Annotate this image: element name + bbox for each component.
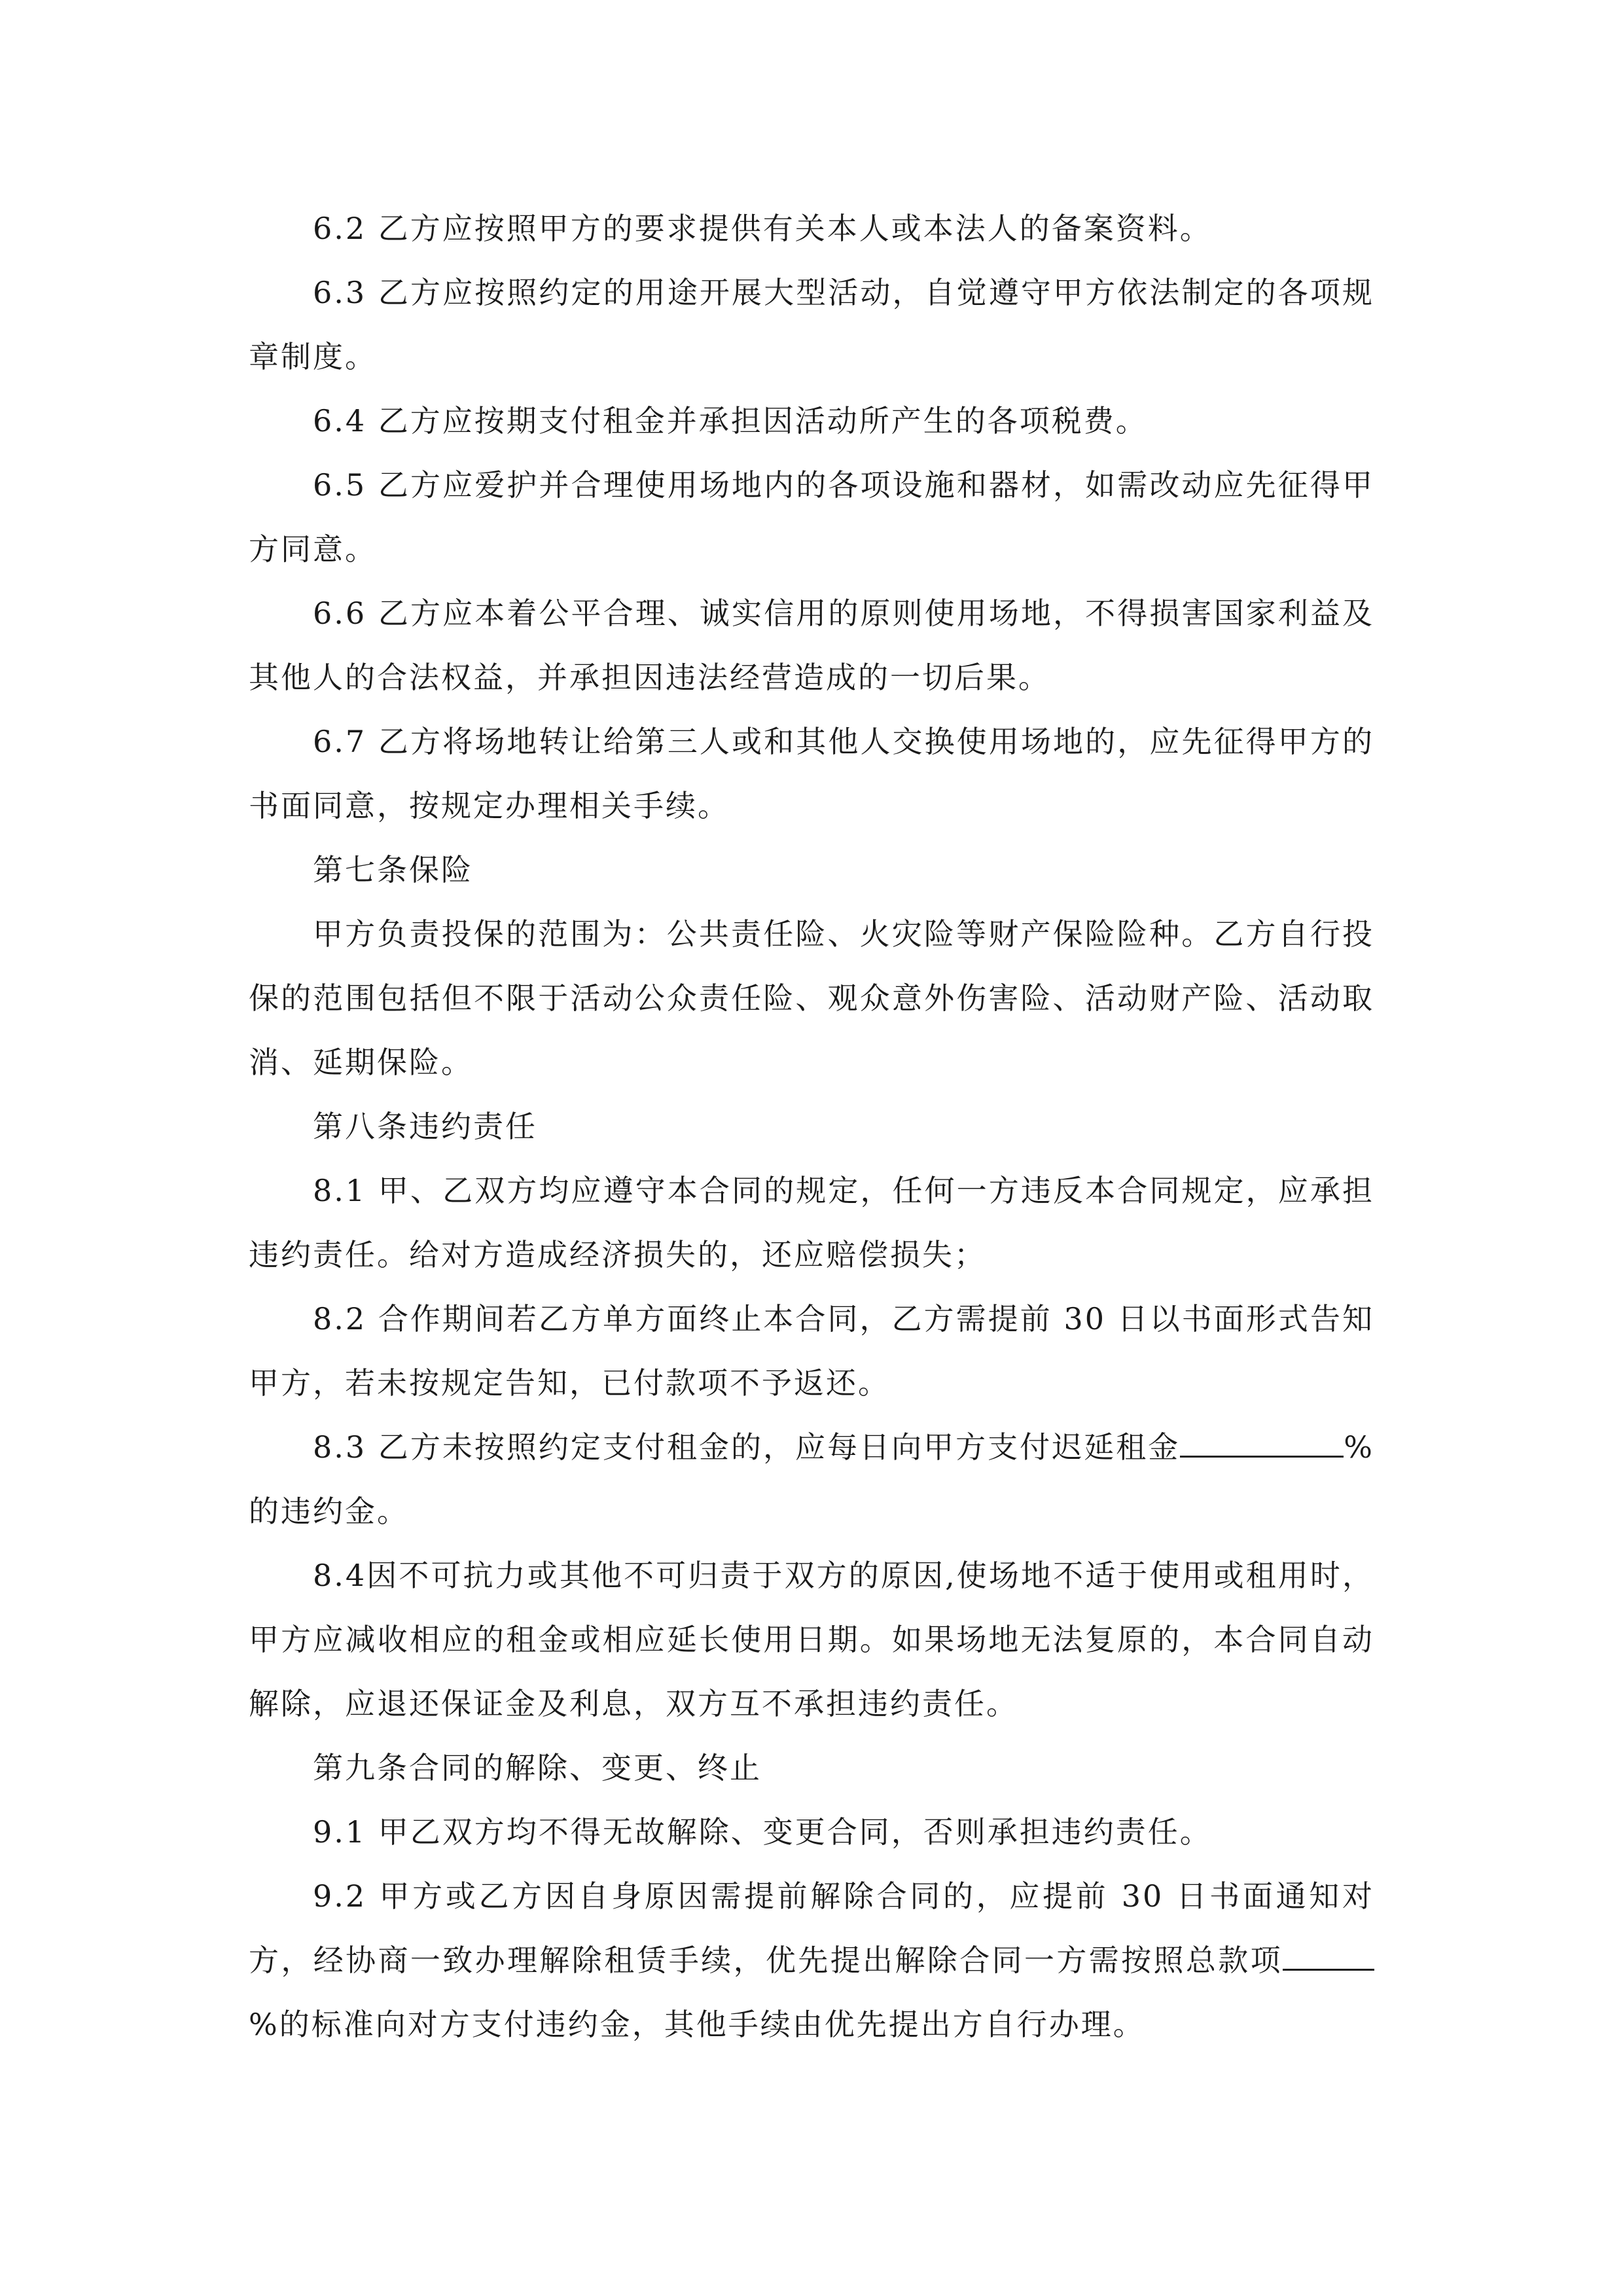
clause-6-2: 6.2 乙方应按照甲方的要求提供有关本人或本法人的备案资料。 <box>313 211 1212 246</box>
clause-6-7: 6.7 乙方将场地转让给第三人或和其他人交换使用场地的，应先征得甲方的书面同意，按规定办理相关手续。 <box>249 724 1374 823</box>
clause-8-1: 8.1 甲、乙双方均应遵守本合同的规定，任何一方违反本合同规定，应承担违约责任。给对方造成经济损失的，还应赔偿损失； <box>249 1173 1374 1272</box>
article-7-body: 甲方负责投保的范围为：公共责任险、火灾险等财产保险险种。乙方自行投保的范围包括但不限于活动公众责任险、观众意外伤害险、活动财产险、活动取消、延期保险。 <box>249 916 1374 1080</box>
clause-6-4: 6.4 乙方应按期支付租金并承担因活动所产生的各项税费。 <box>313 403 1148 439</box>
clause-8-3 <box>249 1415 1374 1543</box>
clause-6-3: 6.3 乙方应按照约定的用途开展大型活动，自觉遵守甲方依法制定的各项规章制度。 <box>249 275 1374 374</box>
clause-6-5: 6.5 乙方应爱护并合理使用场地内的各项设施和器材，如需改动应先征得甲方同意。 <box>249 467 1374 567</box>
article-8-heading: 第八条违约责任 <box>313 1109 537 1144</box>
clause-6-6: 6.6 乙方应本着公平合理、诚实信用的原则使用场地，不得损害国家利益及其他人的合法权益，并承担因违法经营造成的一切后果。 <box>249 596 1374 695</box>
clause-9-1: 9.1 甲乙双方均不得无故解除、变更合同，否则承担违约责任。 <box>313 1814 1212 1850</box>
penalty-rate-blank <box>1283 1969 1374 1971</box>
article-9-heading: 第九条合同的解除、变更、终止 <box>313 1750 762 1785</box>
late-rent-rate-blank <box>1180 1456 1344 1458</box>
clause-8-3-text-after: %的违约金。 <box>249 1429 1374 1529</box>
clause-9-2-text-before: 9.2 甲方或乙方因自身原因需提前解除合同的，应提前 30 日书面通知对方，经协商一致办理解除租赁手续，优先提出解除合同一方需按照总款项 <box>249 1878 1374 1978</box>
clause-8-2: 8.2 合作期间若乙方单方面终止本合同，乙方需提前 30 日以书面形式告知甲方，若未按规定告知，已付款项不予返还。 <box>249 1301 1374 1401</box>
clause-8-3-text-before: 8.3 乙方未按照约定支付租金的，应每日向甲方支付迟延租金 <box>313 1429 1181 1465</box>
clause-8-4: 8.4因不可抗力或其他不可归责于双方的原因,使场地不适于使用或租用时，甲方应减收相应的租金或相应延长使用日期。如果场地无法复原的，本合同自动解除，应退还保证金及利息，双方互不承担违约责任。 <box>249 1558 1374 1721</box>
clause-9-2-text-after: %的标准向对方支付违约金，其他手续由优先提出方自行办理。 <box>249 2007 1145 2042</box>
clause-9-2 <box>249 1864 1374 2056</box>
article-7-heading: 第七条保险 <box>313 852 473 888</box>
